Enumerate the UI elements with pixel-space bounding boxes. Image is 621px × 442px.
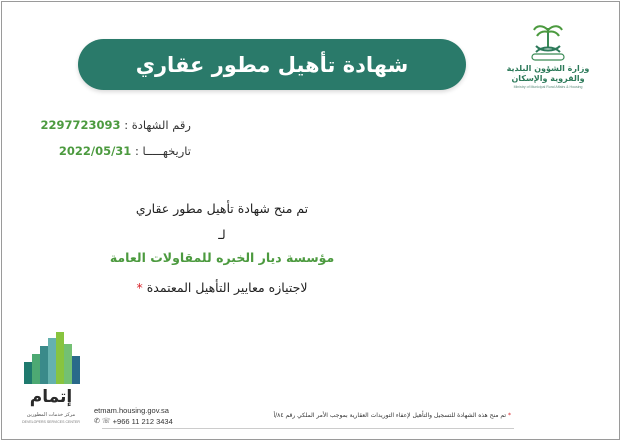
etmam-logo-bar xyxy=(56,332,64,384)
etmam-logo-bar xyxy=(72,356,80,384)
etmam-logo-english: DEVELOPERS SERVICES CENTER xyxy=(22,420,80,424)
phone-line xyxy=(94,416,173,427)
etmam-logo-subtitle: مركز خدمات المطورين xyxy=(26,412,76,418)
ministry-name-line1: وزارة الشؤون البلدية xyxy=(506,64,590,73)
qualification-star-mark: * xyxy=(136,280,143,295)
certificate-number-row xyxy=(41,118,192,132)
ministry-logo xyxy=(506,22,590,110)
website-link[interactable]: etmam.housing.gov.sa xyxy=(94,406,169,415)
certificate-date-value: 2022/05/31 xyxy=(58,144,132,158)
contact-info xyxy=(94,405,173,427)
phone-number: +966 11 212 3434 xyxy=(112,417,173,426)
certificate-number-label: رقم الشهادة : xyxy=(124,118,191,132)
ministry-name-english: Ministry of Municipal Rural Affairs & Housing xyxy=(513,85,583,89)
etmam-logo-bar xyxy=(40,346,48,384)
website-line xyxy=(94,405,173,416)
etmam-logo-bar xyxy=(64,344,72,384)
qualification-reason xyxy=(2,280,442,295)
footnote xyxy=(273,412,511,419)
footnote-star-mark: * xyxy=(508,412,511,419)
etmam-logo xyxy=(20,332,82,430)
whatsapp-icon: ✆ xyxy=(94,418,100,425)
ministry-name-line2: والقروية والإسكان xyxy=(511,74,585,83)
etmam-logo-bar xyxy=(48,338,56,384)
phone-icon: ☏ xyxy=(101,418,111,425)
certificate-date-row xyxy=(59,144,191,158)
company-name: مؤسسة ديار الخبره للمقاولات العامة xyxy=(109,250,335,265)
etmam-logo-bar xyxy=(24,362,32,384)
certificate-title: شهادة تأهيل مطور عقاري xyxy=(135,52,409,77)
qualification-reason-text: لاجتيازه معايير التأهيل المعتمدة xyxy=(146,280,308,295)
palm-swords-emblem-icon xyxy=(524,22,572,62)
footnote-text: تم منح هذه الشهادة للتسجيل والتأهيل لإعفاء التوريدات العقارية بموجب الأمر الملكي رقم ٨٤/أ xyxy=(273,412,507,419)
etmam-logo-bar xyxy=(32,354,40,384)
footer-divider xyxy=(102,428,514,429)
etmam-logo-name: إتمام xyxy=(29,387,73,407)
grant-statement: تم منح شهادة تأهيل مطور عقاري xyxy=(135,201,309,216)
grant-to-label: لـ xyxy=(218,227,226,242)
certificate-page xyxy=(1,1,620,440)
certificate-title-banner xyxy=(78,39,466,90)
etmam-bars-icon xyxy=(20,332,82,384)
certificate-date-label: تاريخهـــــا : xyxy=(134,144,191,158)
certificate-number-value: 2297723093 xyxy=(40,118,121,132)
